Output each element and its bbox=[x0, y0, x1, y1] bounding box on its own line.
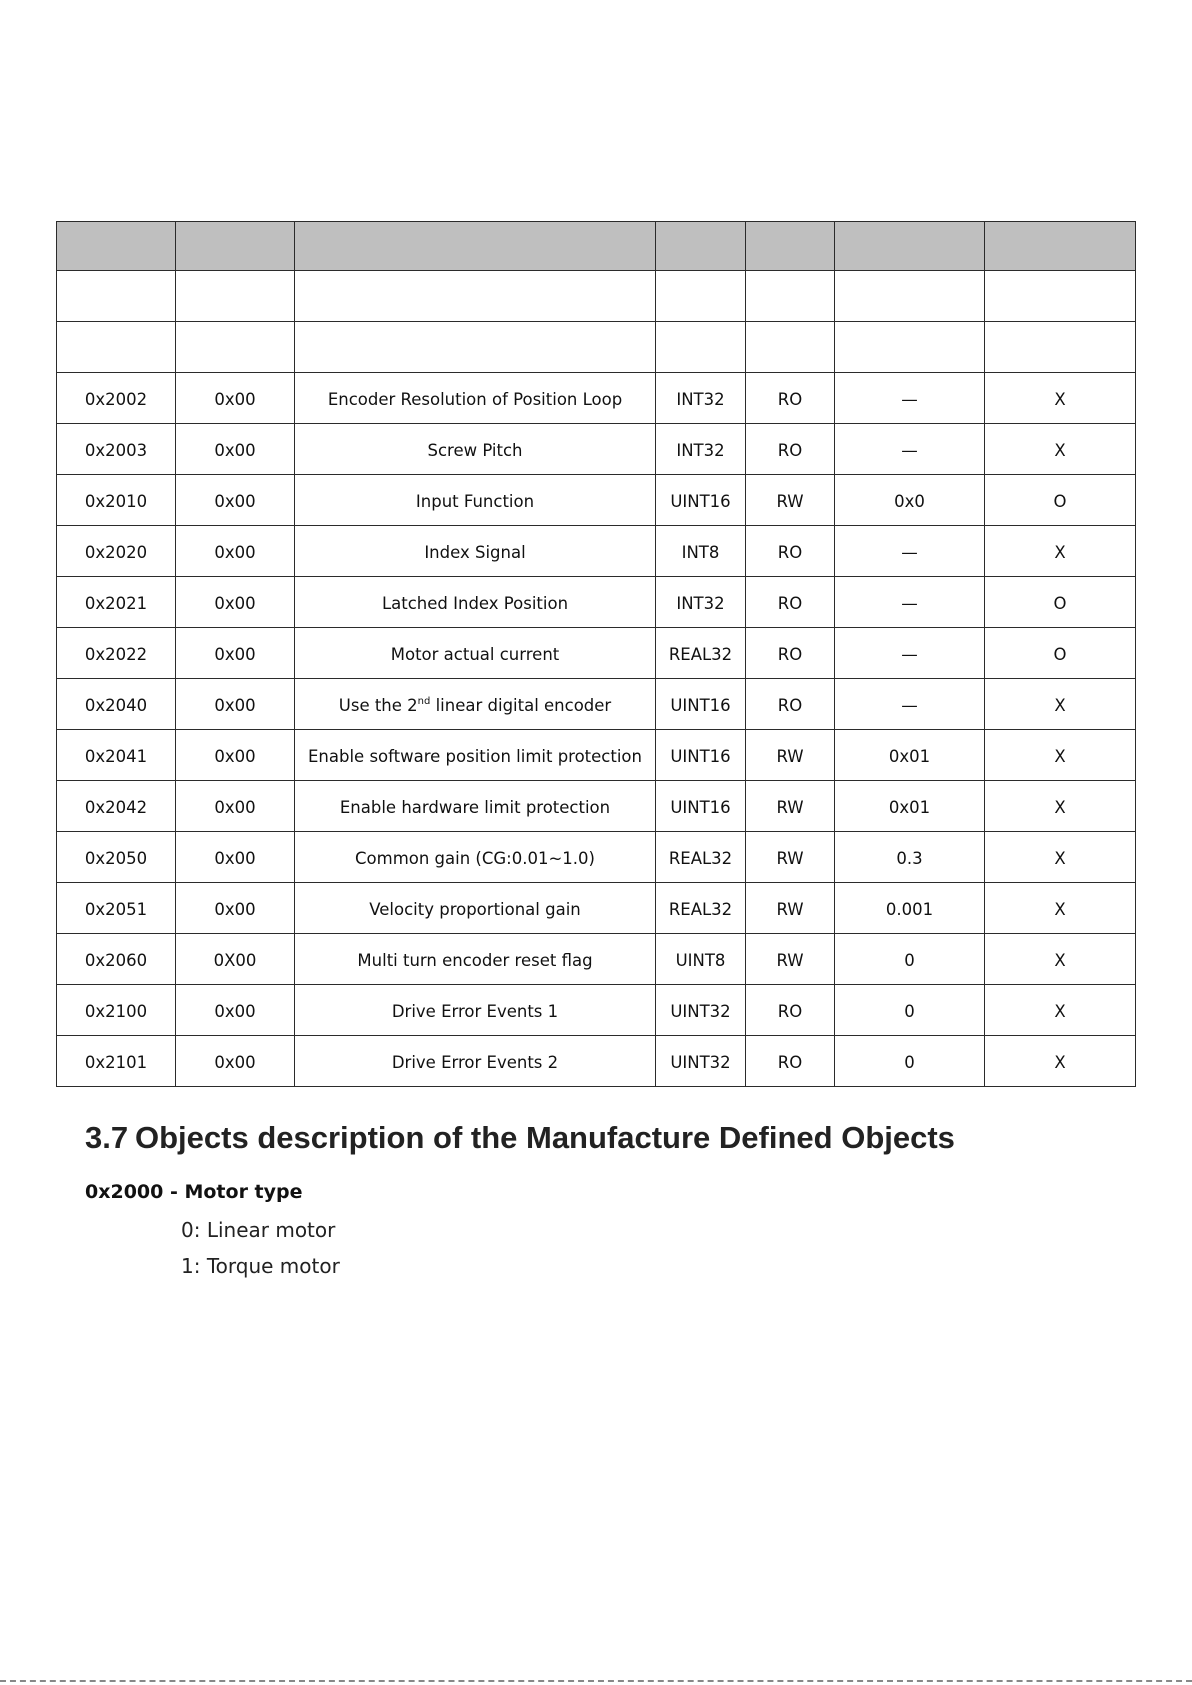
type-cell: REAL32 bbox=[656, 628, 746, 679]
default-cell: — bbox=[835, 628, 985, 679]
default-cell: 0 bbox=[835, 1036, 985, 1087]
access-cell: RW bbox=[746, 832, 835, 883]
table-cell bbox=[57, 322, 176, 373]
table-row bbox=[57, 373, 1136, 424]
type-cell: REAL32 bbox=[656, 832, 746, 883]
index-cell: 0x2010 bbox=[57, 475, 176, 526]
subindex-cell: 0x00 bbox=[176, 985, 295, 1036]
table-row bbox=[57, 781, 1136, 832]
description-cell: Input Function bbox=[295, 475, 656, 526]
type-cell: INT8 bbox=[656, 526, 746, 577]
desc-text-post: linear digital encoder bbox=[430, 695, 612, 715]
table-row bbox=[57, 577, 1136, 628]
table-cell bbox=[746, 322, 835, 373]
subindex-cell: 0x00 bbox=[176, 1036, 295, 1087]
type-cell: INT32 bbox=[656, 373, 746, 424]
section-heading bbox=[85, 1120, 955, 1156]
default-cell: 0 bbox=[835, 985, 985, 1036]
default-cell: — bbox=[835, 526, 985, 577]
pdo-cell: X bbox=[985, 373, 1136, 424]
type-cell: INT32 bbox=[656, 424, 746, 475]
default-cell: 0.001 bbox=[835, 883, 985, 934]
subindex-cell: 0x00 bbox=[176, 883, 295, 934]
table-cell bbox=[746, 271, 835, 322]
type-cell: UINT32 bbox=[656, 985, 746, 1036]
subindex-cell: 0x00 bbox=[176, 475, 295, 526]
default-cell: 0.3 bbox=[835, 832, 985, 883]
type-cell: UINT16 bbox=[656, 679, 746, 730]
table-cell bbox=[295, 271, 656, 322]
description-cell: Drive Error Events 2 bbox=[295, 1036, 656, 1087]
page-bottom-rule bbox=[0, 1680, 1192, 1682]
access-cell: RO bbox=[746, 985, 835, 1036]
default-cell: 0 bbox=[835, 934, 985, 985]
index-cell: 0x2041 bbox=[57, 730, 176, 781]
table-row bbox=[57, 730, 1136, 781]
table-cell bbox=[985, 322, 1136, 373]
table-row bbox=[57, 475, 1136, 526]
default-cell: 0x0 bbox=[835, 475, 985, 526]
pdo-cell: O bbox=[985, 475, 1136, 526]
subindex-cell: 0x00 bbox=[176, 832, 295, 883]
header-cell bbox=[746, 222, 835, 271]
header-cell bbox=[176, 222, 295, 271]
type-cell: UINT32 bbox=[656, 1036, 746, 1087]
pdo-cell: O bbox=[985, 577, 1136, 628]
table-cell bbox=[295, 322, 656, 373]
table-row bbox=[57, 832, 1136, 883]
pdo-cell: X bbox=[985, 985, 1136, 1036]
access-cell: RO bbox=[746, 1036, 835, 1087]
table-cell bbox=[57, 271, 176, 322]
description-cell: Motor actual current bbox=[295, 628, 656, 679]
subindex-cell: 0x00 bbox=[176, 628, 295, 679]
access-cell: RW bbox=[746, 934, 835, 985]
header-cell bbox=[295, 222, 656, 271]
description-cell: Common gain (CG:0.01~1.0) bbox=[295, 832, 656, 883]
table-cell bbox=[835, 322, 985, 373]
type-cell: UINT16 bbox=[656, 730, 746, 781]
type-cell: UINT16 bbox=[656, 475, 746, 526]
access-cell: RW bbox=[746, 781, 835, 832]
index-cell: 0x2042 bbox=[57, 781, 176, 832]
pdo-cell: X bbox=[985, 934, 1136, 985]
table-row bbox=[57, 628, 1136, 679]
table-row bbox=[57, 934, 1136, 985]
default-cell: — bbox=[835, 577, 985, 628]
access-cell: RW bbox=[746, 883, 835, 934]
access-cell: RO bbox=[746, 628, 835, 679]
index-cell: 0x2022 bbox=[57, 628, 176, 679]
type-cell: UINT16 bbox=[656, 781, 746, 832]
description-cell: Latched Index Position bbox=[295, 577, 656, 628]
default-cell: 0x01 bbox=[835, 730, 985, 781]
header-cell bbox=[57, 222, 176, 271]
table-cell bbox=[176, 271, 295, 322]
type-cell: REAL32 bbox=[656, 883, 746, 934]
pdo-cell: X bbox=[985, 781, 1136, 832]
access-cell: RO bbox=[746, 373, 835, 424]
index-cell: 0x2040 bbox=[57, 679, 176, 730]
description-cell: Velocity proportional gain bbox=[295, 883, 656, 934]
pdo-cell: X bbox=[985, 679, 1136, 730]
type-cell: INT32 bbox=[656, 577, 746, 628]
description-cell: Index Signal bbox=[295, 526, 656, 577]
description-cell: Encoder Resolution of Position Loop bbox=[295, 373, 656, 424]
access-cell: RO bbox=[746, 424, 835, 475]
type-cell: UINT8 bbox=[656, 934, 746, 985]
description-cell: Screw Pitch bbox=[295, 424, 656, 475]
access-cell: RO bbox=[746, 577, 835, 628]
table-row bbox=[57, 271, 1136, 322]
index-cell: 0x2050 bbox=[57, 832, 176, 883]
subindex-cell: 0x00 bbox=[176, 373, 295, 424]
table-cell bbox=[985, 271, 1136, 322]
subindex-cell: 0X00 bbox=[176, 934, 295, 985]
table-row bbox=[57, 1036, 1136, 1087]
table-row bbox=[57, 985, 1136, 1036]
index-cell: 0x2060 bbox=[57, 934, 176, 985]
pdo-cell: X bbox=[985, 1036, 1136, 1087]
header-cell bbox=[656, 222, 746, 271]
description-cell: Multi turn encoder reset flag bbox=[295, 934, 656, 985]
index-cell: 0x2051 bbox=[57, 883, 176, 934]
option-item: 1: Torque motor bbox=[181, 1254, 340, 1278]
description-cell: Enable software position limit protection bbox=[295, 730, 656, 781]
subindex-cell: 0x00 bbox=[176, 577, 295, 628]
subindex-cell: 0x00 bbox=[176, 679, 295, 730]
default-cell: — bbox=[835, 679, 985, 730]
pdo-cell: O bbox=[985, 628, 1136, 679]
section-title-text: Objects description of the Manufacture Defined Objects bbox=[135, 1120, 955, 1155]
description-cell: Drive Error Events 1 bbox=[295, 985, 656, 1036]
subindex-cell: 0x00 bbox=[176, 526, 295, 577]
subindex-cell: 0x00 bbox=[176, 730, 295, 781]
pdo-cell: X bbox=[985, 424, 1136, 475]
default-cell: — bbox=[835, 424, 985, 475]
index-cell: 0x2020 bbox=[57, 526, 176, 577]
table-cell bbox=[835, 271, 985, 322]
description-cell bbox=[295, 679, 656, 730]
table-header-row bbox=[57, 222, 1136, 271]
table-row bbox=[57, 322, 1136, 373]
default-cell: — bbox=[835, 373, 985, 424]
superscript-nd: nd bbox=[417, 695, 431, 707]
index-cell: 0x2101 bbox=[57, 1036, 176, 1087]
subindex-cell: 0x00 bbox=[176, 781, 295, 832]
pdo-cell: X bbox=[985, 883, 1136, 934]
pdo-cell: X bbox=[985, 832, 1136, 883]
index-cell: 0x2100 bbox=[57, 985, 176, 1036]
table-cell bbox=[176, 322, 295, 373]
access-cell: RW bbox=[746, 730, 835, 781]
section-number: 3.7 bbox=[85, 1120, 129, 1155]
description-cell: Enable hardware limit protection bbox=[295, 781, 656, 832]
access-cell: RW bbox=[746, 475, 835, 526]
table-row bbox=[57, 679, 1136, 730]
default-cell: 0x01 bbox=[835, 781, 985, 832]
header-cell bbox=[835, 222, 985, 271]
pdo-cell: X bbox=[985, 730, 1136, 781]
index-cell: 0x2021 bbox=[57, 577, 176, 628]
table-row bbox=[57, 883, 1136, 934]
header-cell bbox=[985, 222, 1136, 271]
access-cell: RO bbox=[746, 526, 835, 577]
index-cell: 0x2002 bbox=[57, 373, 176, 424]
table-cell bbox=[656, 271, 746, 322]
table-row bbox=[57, 526, 1136, 577]
table-cell bbox=[656, 322, 746, 373]
table-row bbox=[57, 424, 1136, 475]
pdo-cell: X bbox=[985, 526, 1136, 577]
object-dictionary-table bbox=[56, 221, 1136, 1087]
index-cell: 0x2003 bbox=[57, 424, 176, 475]
subsection-heading: 0x2000 - Motor type bbox=[85, 1181, 303, 1203]
access-cell: RO bbox=[746, 679, 835, 730]
desc-text-pre: Use the 2 bbox=[338, 695, 418, 715]
subindex-cell: 0x00 bbox=[176, 424, 295, 475]
option-item: 0: Linear motor bbox=[181, 1218, 336, 1242]
